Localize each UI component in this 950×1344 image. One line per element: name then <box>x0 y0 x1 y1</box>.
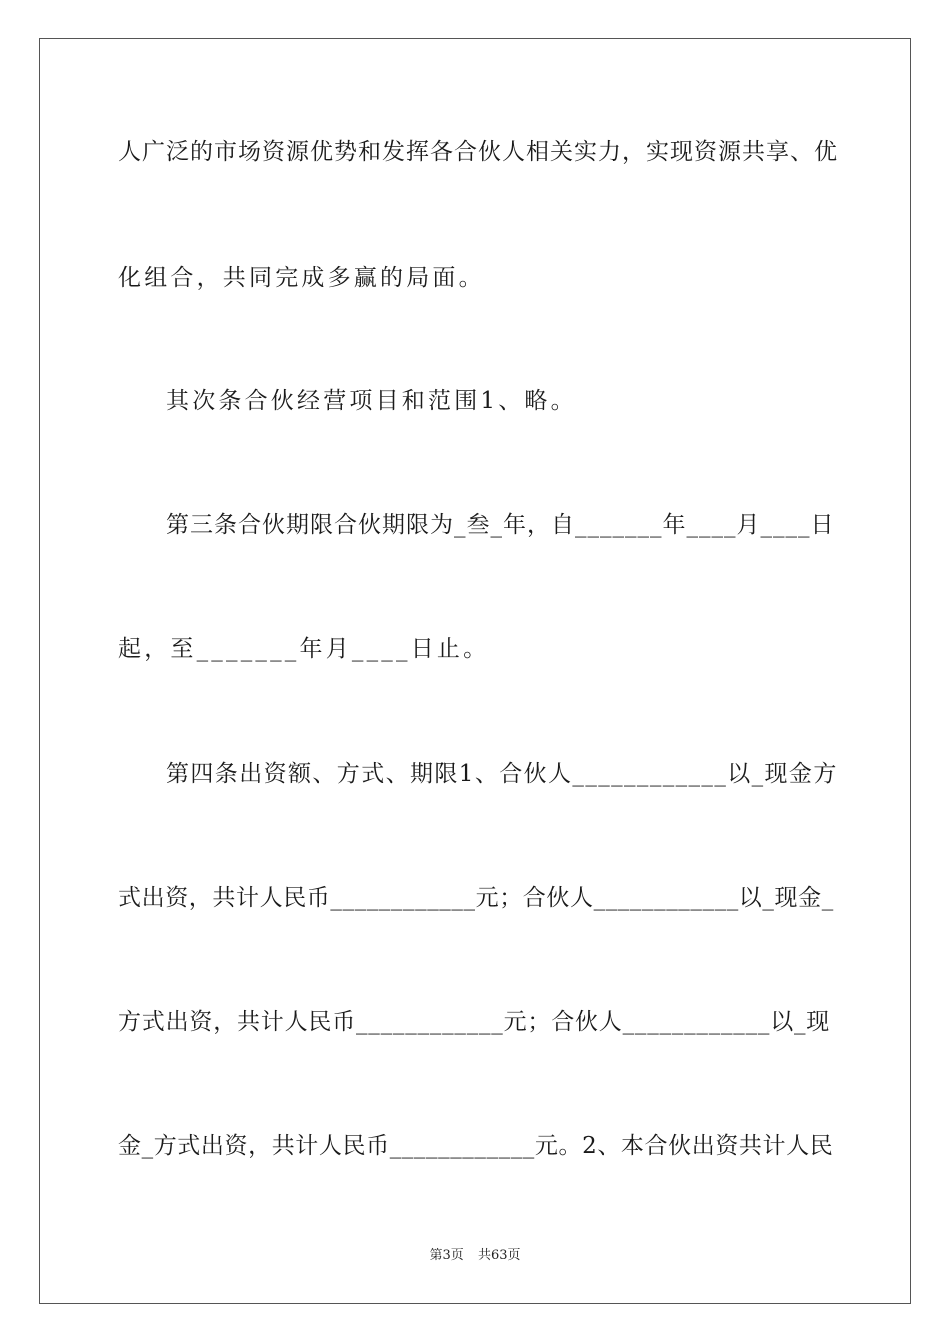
page-border <box>39 38 911 1304</box>
body-line-3: 其次条合伙经营项目和范围1、略。 <box>166 388 577 414</box>
body-line-4: 第三条合伙期限合伙期限为_叁_年，自_______年____月____日 <box>166 512 835 538</box>
page-number: 第3页 <box>429 1248 464 1263</box>
body-line-2: 化组合，共同完成多赢的局面。 <box>118 265 485 291</box>
body-line-8: 方式出资，共计人民币____________元；合伙人____________以_现 <box>118 1009 831 1035</box>
page-footer <box>0 1248 950 1264</box>
body-line-7: 式出资，共计人民币____________元；合伙人____________以_现金_ <box>118 885 834 911</box>
body-line-1: 人广泛的市场资源优势和发挥各合伙人相关实力，实现资源共享、优 <box>118 139 838 165</box>
page-total: 共63页 <box>477 1248 521 1263</box>
body-line-5: 起，至_______年月____日止。 <box>118 636 490 662</box>
body-line-9: 金_方式出资，共计人民币____________元。2、本合伙出资共计人民 <box>118 1133 834 1159</box>
body-line-6: 第四条出资额、方式、期限1、合伙人____________以_现金方 <box>166 761 838 787</box>
